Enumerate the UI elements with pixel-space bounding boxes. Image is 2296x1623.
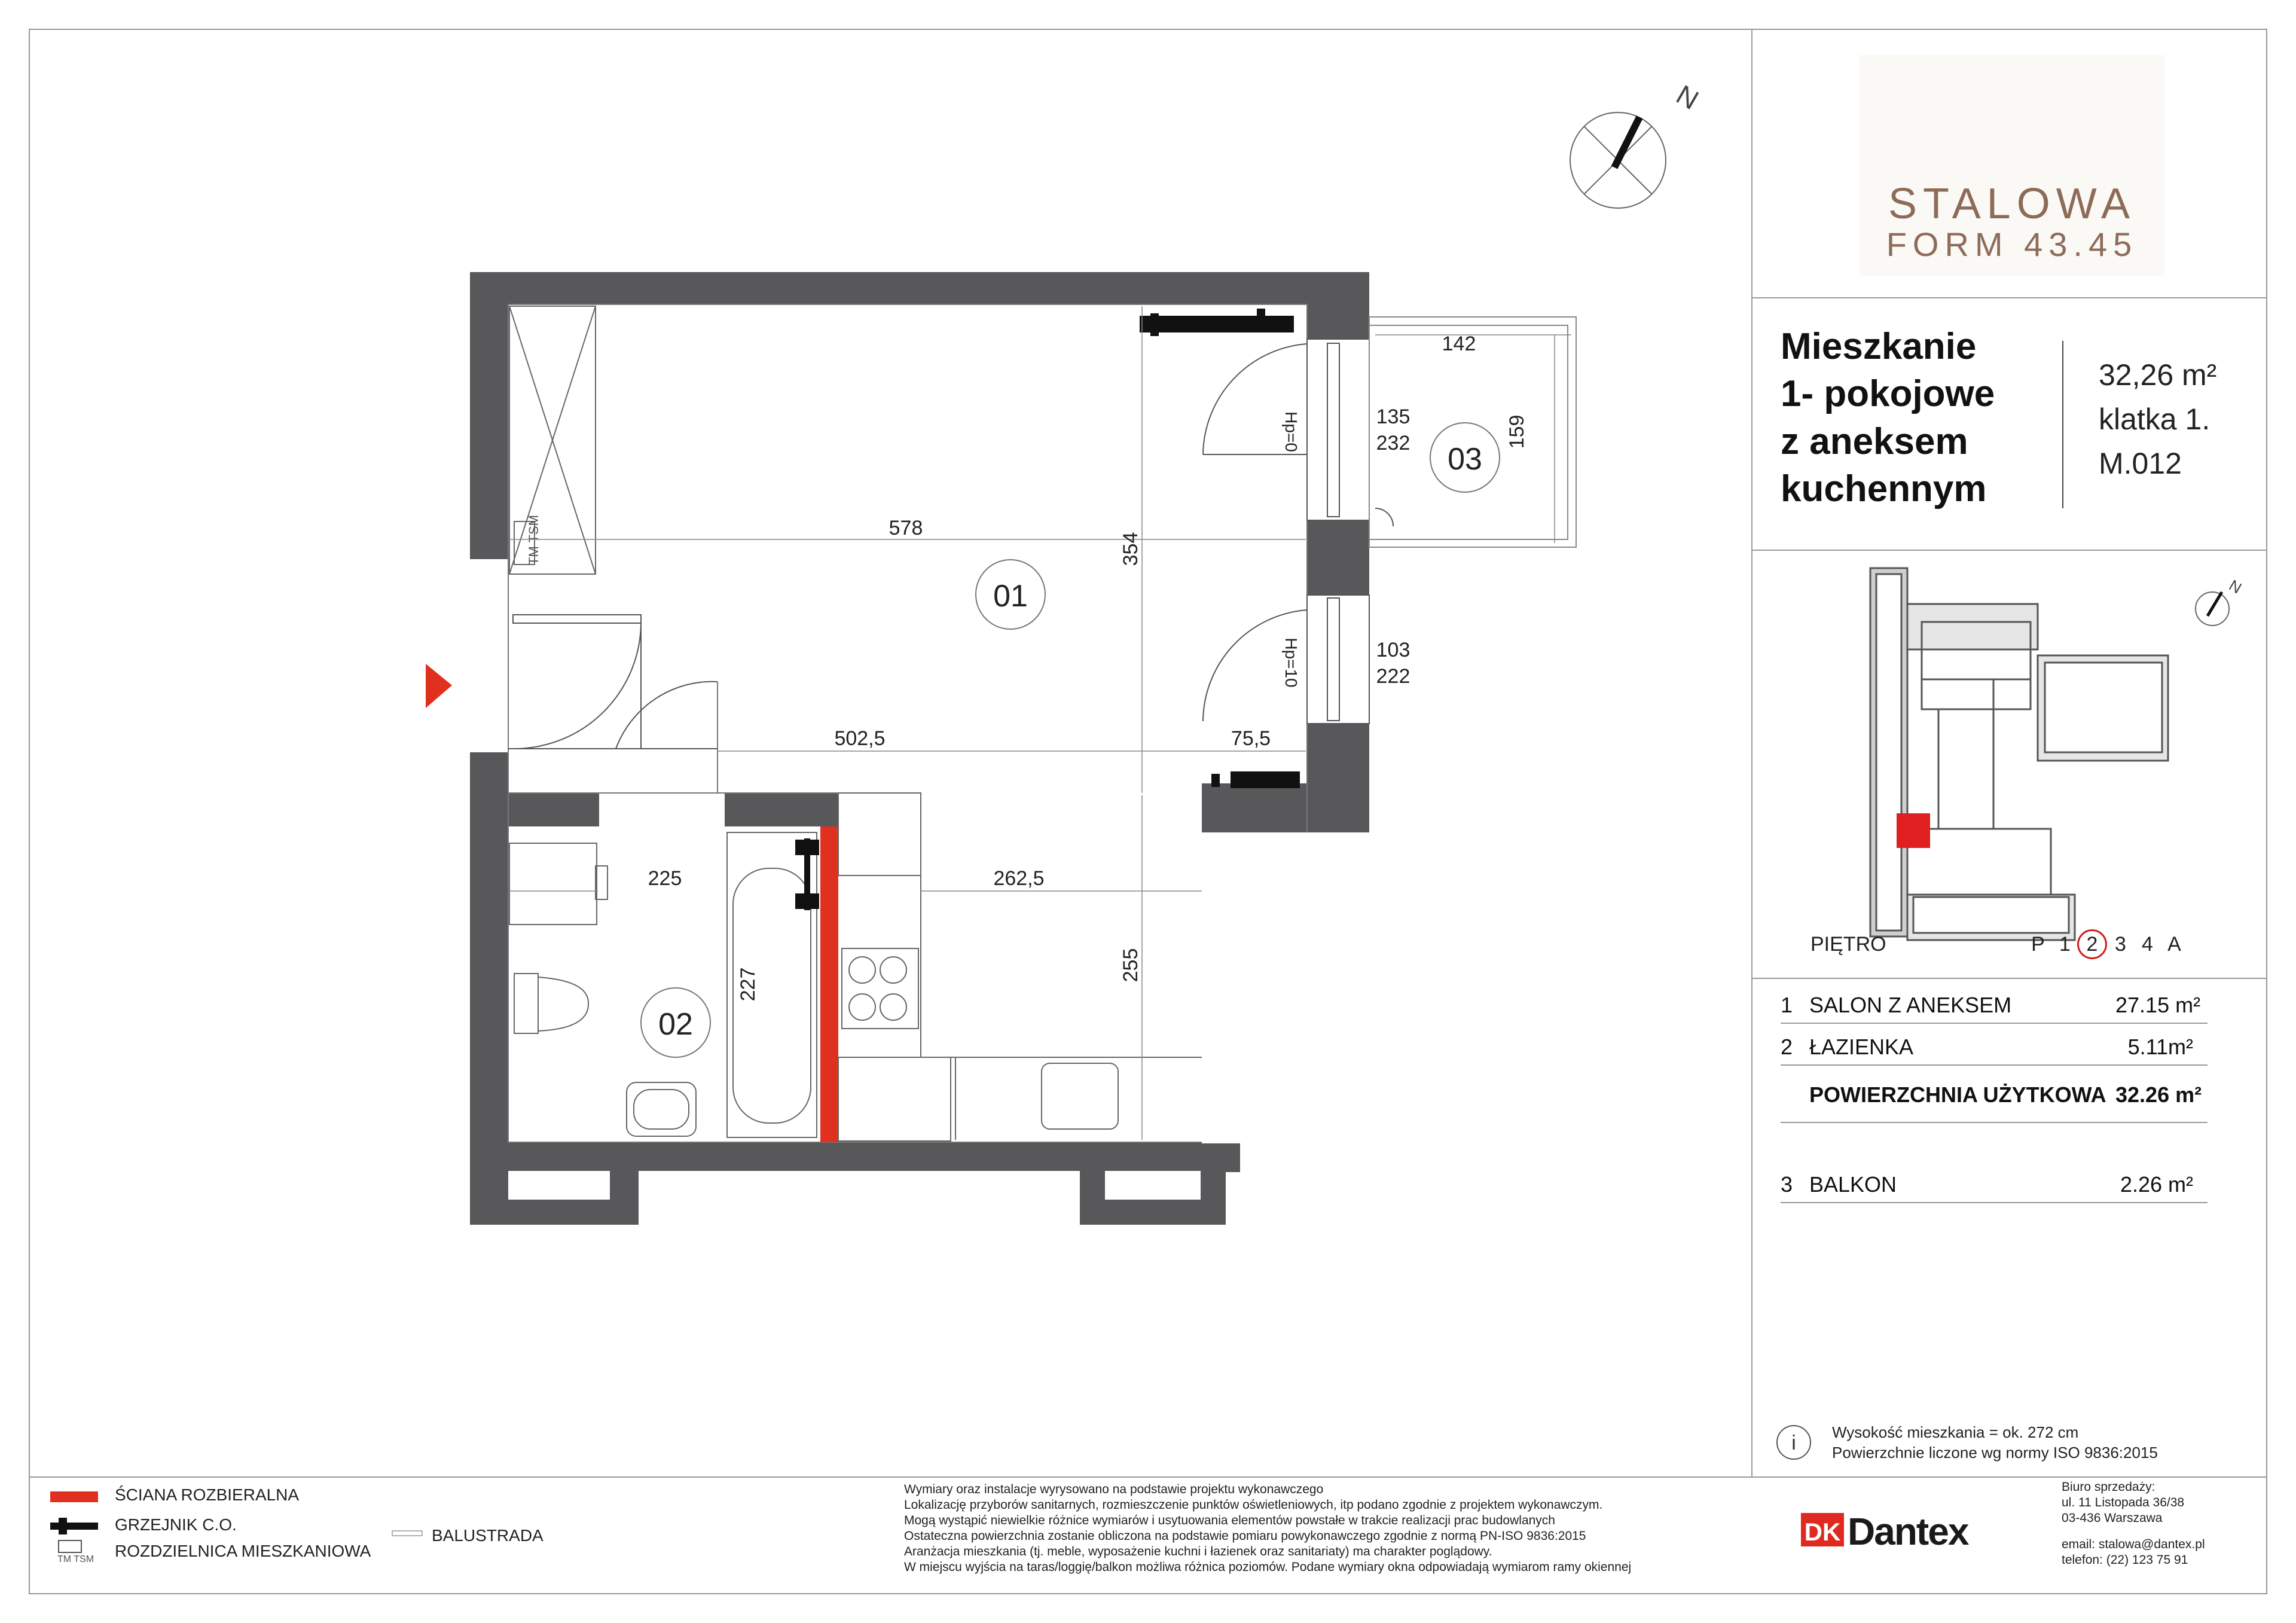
- key-plan-compass-icon: [2196, 576, 2245, 626]
- dim-222: 222: [1376, 665, 1410, 688]
- title-line-3: z aneksem: [1781, 420, 1968, 462]
- sales-email[interactable]: email: stalowa@dantex.pl: [2062, 1537, 2205, 1552]
- divider: [1781, 1202, 2208, 1203]
- disclaimer-line: W miejscu wyjścia na taras/loggię/balkon możliwa różnica poziomów. Podane wymiary okna odpowiadają wymiarom ramy okiennej: [904, 1560, 1632, 1575]
- legend-radiator: GRZEJNIK C.O.: [115, 1515, 237, 1534]
- room-03-label: 03: [1448, 442, 1482, 477]
- dim-103: 103: [1376, 639, 1410, 661]
- title-line-2: 1- pokojowe: [1781, 373, 1995, 415]
- floor-option: A: [2167, 933, 2181, 956]
- dim-227: 227: [737, 967, 759, 1002]
- divider: [1781, 1064, 2208, 1066]
- hp-10-label: Hp=10: [1282, 637, 1300, 688]
- legend-balustrade-swatch: [392, 1531, 422, 1536]
- sales-address: 03-436 Warszawa: [2062, 1511, 2163, 1526]
- floor-option-current: 2: [2077, 929, 2107, 959]
- washbasin: [627, 1082, 696, 1136]
- disclaimer-line: Lokalizację przyborów sanitarnych, rozmieszczenie punktów oświetleniowych, itp podano zgodnie z projektem wykonawczym.: [904, 1498, 1603, 1512]
- legend-removable-wall: ŚCIANA ROZBIERALNA: [115, 1485, 300, 1504]
- dim-135: 135: [1376, 405, 1410, 428]
- disclaimer: [904, 1482, 1631, 1575]
- disclaimer-line: Ostateczna powierzchnia zostanie obliczona na podstawie pomiaru powykonawczego zgodnie z normą PN-ISO 9836:2015: [904, 1529, 1586, 1543]
- title-line-1: Mieszkanie: [1781, 326, 1977, 367]
- legend-distribution-icon: [59, 1540, 81, 1552]
- washing-machine: [509, 843, 597, 925]
- wall-left-upper: [470, 272, 508, 559]
- entrance-arrow-icon: [426, 664, 452, 708]
- disclaimer-line: Mogą wystąpić niewielkie różnice wymiarów i usytuowania elementów powstałe w trakcie realizacji prac budowlanych: [904, 1514, 1555, 1528]
- dim-159: 159: [1506, 414, 1528, 449]
- dim-75-5: 75,5: [1231, 727, 1271, 750]
- floor-label: PIĘTRO: [1810, 933, 1886, 956]
- key-plan: [1870, 568, 2168, 940]
- entrance-door: [508, 615, 718, 749]
- kitchen-sink: [1042, 1063, 1118, 1129]
- dim-502-5: 502,5: [834, 727, 886, 750]
- sales-title: Biuro sprzedaży:: [2062, 1480, 2155, 1494]
- wall-right-top: [1307, 272, 1369, 339]
- dimension-labels: [648, 332, 1528, 1001]
- wall-bath-top2: [725, 793, 838, 826]
- dim-232: 232: [1376, 432, 1410, 454]
- svg-text:DK: DK: [1804, 1518, 1841, 1546]
- interior-lines: [508, 304, 1307, 1142]
- toilet-tank: [514, 974, 538, 1033]
- title-line-4: kuchennym: [1781, 468, 1987, 510]
- dim-142: 142: [1442, 332, 1476, 355]
- dim-225: 225: [648, 867, 682, 890]
- brand-block: [1860, 55, 2164, 276]
- svg-text:N: N: [2226, 576, 2245, 597]
- dim-262-5: 262,5: [993, 867, 1045, 890]
- info-icon-glyph: i: [1791, 1432, 1796, 1454]
- key-plan-unit-highlight: [1897, 813, 1930, 848]
- disclaimer-line: Wymiary oraz instalacje wyrysowano na podstawie projektu wykonawczego: [904, 1482, 1324, 1496]
- floor-option: 1: [2059, 933, 2071, 956]
- wall-bath-top: [508, 793, 599, 826]
- sales-phone[interactable]: telefon: (22) 123 75 91: [2062, 1553, 2188, 1567]
- legend-balustrade: BALUSTRADA: [432, 1526, 544, 1545]
- legend-removable-wall-swatch: [50, 1491, 98, 1502]
- room-01-label: 01: [993, 579, 1028, 614]
- dantex-logo-icon: [1801, 1513, 1844, 1546]
- divider: [1781, 1023, 2208, 1024]
- north-label: N: [1671, 78, 1704, 116]
- sales-address: ul. 11 Listopada 36/38: [2062, 1496, 2185, 1510]
- bath-radiator: [795, 838, 819, 910]
- removable-wall: [820, 826, 838, 1142]
- room-markers: [641, 423, 1500, 1057]
- kitchen: [838, 793, 1202, 1141]
- disclaimer-line: Aranżacja mieszkania (tj. meble, wyposażenie kuchni i łazienek oraz sanitariaty) ma charakter poglądowy.: [904, 1545, 1492, 1559]
- wall-top: [470, 272, 1369, 304]
- floor-option: 4: [2142, 933, 2153, 956]
- tm-label-plan: TM TSM: [526, 515, 541, 565]
- divider: [1781, 1122, 2208, 1123]
- sales-office: [2062, 1479, 2205, 1568]
- dim-255: 255: [1119, 948, 1142, 983]
- developer-name: Dantex: [1848, 1510, 1968, 1553]
- room-02-label: 02: [658, 1007, 693, 1042]
- brand-title: STALOWA: [1888, 180, 2136, 228]
- legend-radiator-icon: [50, 1518, 98, 1534]
- floor-selector: [2025, 933, 2188, 959]
- apartment-title: [1781, 323, 1995, 512]
- apartment-staircase: klatka 1.: [2099, 402, 2210, 436]
- apartment-area: 32,26 m²: [2099, 358, 2217, 392]
- wall-right-mid: [1307, 520, 1369, 595]
- wardrobe: [509, 306, 596, 574]
- hp-0-label: Hp=0: [1282, 411, 1300, 452]
- apartment-unit: M.012: [2099, 447, 2182, 480]
- dim-578: 578: [889, 517, 923, 539]
- legend-distribution: ROZDZIELNICA MIESZKANIOWA: [115, 1542, 371, 1560]
- toilet-bowl: [538, 977, 588, 1031]
- radiators: [1140, 309, 1300, 788]
- height-note: Wysokość mieszkania = ok. 272 cm: [1832, 1423, 2079, 1441]
- norm-note: Powierzchnie liczone wg normy ISO 9836:2015: [1832, 1444, 2158, 1462]
- apartment-info: [2099, 353, 2216, 486]
- floor-option: P: [2031, 933, 2045, 956]
- dim-354: 354: [1119, 532, 1142, 566]
- compass-icon: [1570, 79, 1704, 208]
- floor-option: 3: [2115, 933, 2126, 956]
- legend-tm-label: TM TSM: [57, 1554, 94, 1564]
- brand-subtitle: FORM 43.45: [1886, 225, 2138, 263]
